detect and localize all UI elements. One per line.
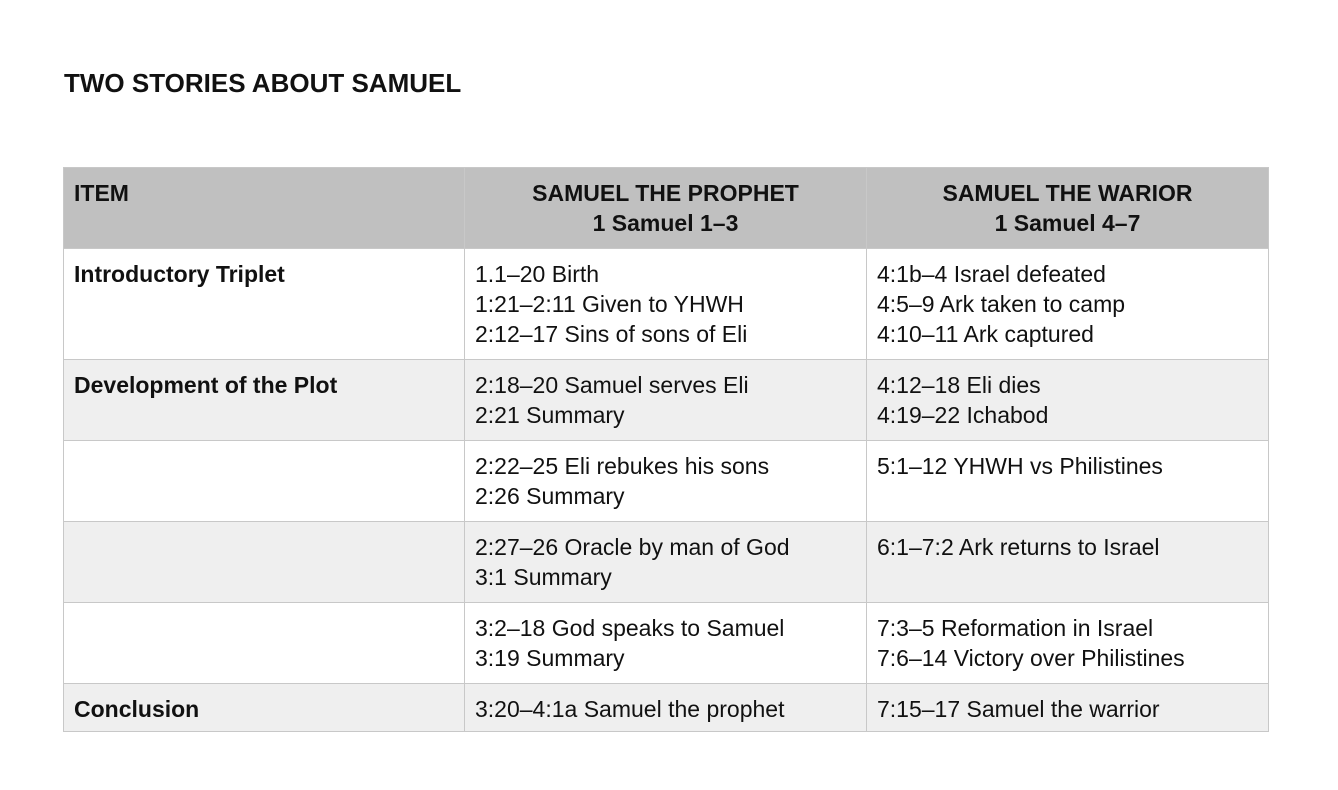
header-warrior [867,168,1269,249]
prophet-entry: 3:2–18 God speaks to Samuel [475,615,785,641]
warrior-cell [867,249,1269,360]
table-row [64,360,1269,441]
item-cell [64,684,465,732]
prophet-entry: 2:21 Summary [475,402,625,428]
prophet-entry: 2:18–20 Samuel serves Eli [475,372,749,398]
header-prophet-title: SAMUEL THE PROPHET [532,180,799,206]
prophet-cell [465,249,867,360]
warrior-entry: 6:1–7:2 Ark returns to Israel [877,534,1160,560]
prophet-entry: 3:19 Summary [475,645,625,671]
header-warrior-reference: 1 Samuel 4–7 [994,210,1141,236]
prophet-entry: 2:12–17 Sins of sons of Eli [475,321,748,347]
warrior-entry: 5:1–12 YHWH vs Philistines [877,453,1163,479]
prophet-cell [465,360,867,441]
prophet-cell [465,522,867,603]
page-title: TWO STORIES ABOUT SAMUEL [64,68,462,98]
header-warrior-title: SAMUEL THE WARIOR [942,180,1193,206]
item-label: Development of the Plot [74,372,338,398]
item-cell [64,603,465,684]
table-row [64,522,1269,603]
comparison-table [63,167,1269,732]
prophet-entry: 3:1 Summary [475,564,612,590]
table-row [64,684,1269,732]
warrior-cell [867,360,1269,441]
item-cell [64,360,465,441]
header-prophet-reference: 1 Samuel 1–3 [592,210,739,236]
prophet-entry: 2:27–26 Oracle by man of God [475,534,790,560]
table-row [64,603,1269,684]
table-row [64,441,1269,522]
item-cell [64,441,465,522]
header-row [64,168,1269,249]
table-row [64,249,1269,360]
prophet-entry: 2:22–25 Eli rebukes his sons [475,453,770,479]
prophet-cell [465,441,867,522]
warrior-entry: 7:6–14 Victory over Philistines [877,645,1185,671]
item-label: Introductory Triplet [74,261,285,287]
prophet-entry: 1:21–2:11 Given to YHWH [475,291,744,317]
warrior-cell [867,603,1269,684]
warrior-entry: 4:1b–4 Israel defeated [877,261,1106,287]
warrior-cell [867,522,1269,603]
item-cell [64,522,465,603]
warrior-cell [867,441,1269,522]
warrior-entry: 7:3–5 Reformation in Israel [877,615,1154,641]
warrior-entry: 4:19–22 Ichabod [877,402,1049,428]
prophet-cell [465,603,867,684]
warrior-entry: 4:5–9 Ark taken to camp [877,291,1126,317]
item-cell [64,249,465,360]
header-item [64,168,465,249]
prophet-cell [465,684,867,732]
warrior-entry: 7:15–17 Samuel the warrior [877,696,1160,722]
prophet-entry: 3:20–4:1a Samuel the prophet [475,696,785,722]
header-prophet [465,168,867,249]
warrior-cell [867,684,1269,732]
item-label: Conclusion [74,696,200,722]
warrior-entry: 4:10–11 Ark captured [877,321,1094,347]
header-item-label: ITEM [74,180,129,206]
prophet-entry: 2:26 Summary [475,483,625,509]
prophet-entry: 1.1–20 Birth [475,261,600,287]
warrior-entry: 4:12–18 Eli dies [877,372,1041,398]
